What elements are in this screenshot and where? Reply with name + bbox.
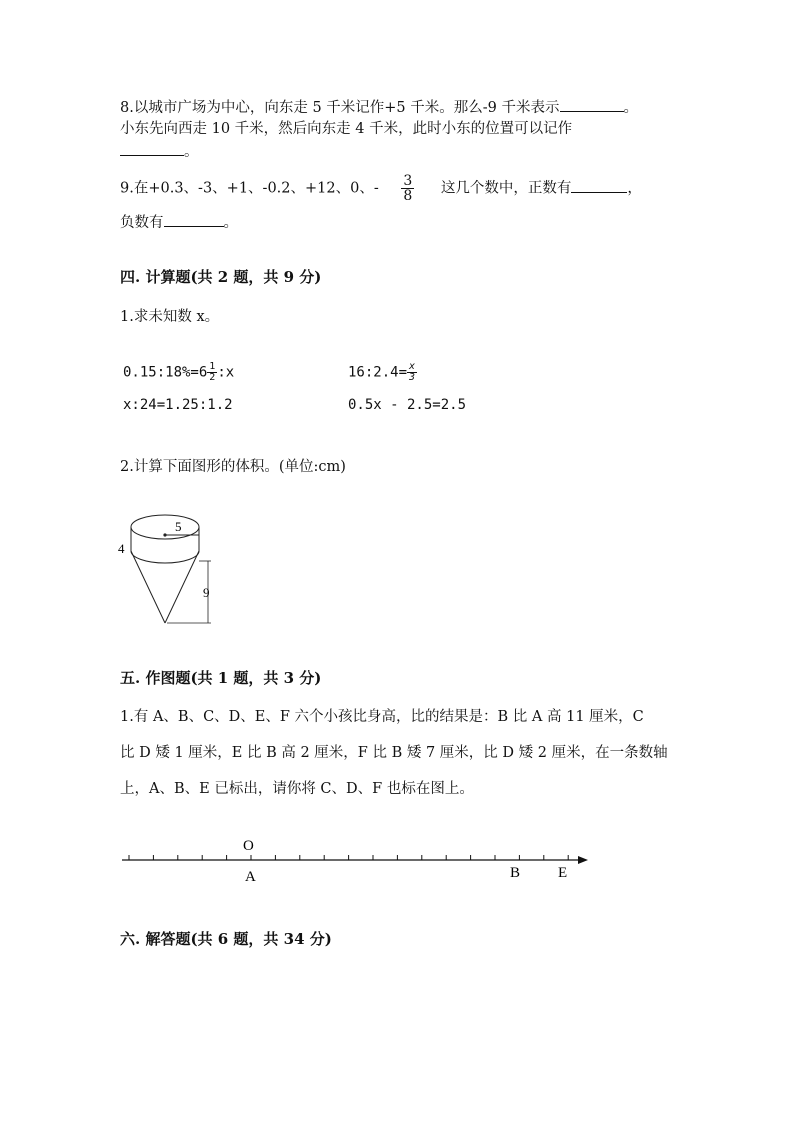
- section-title-drawing: 五. 作图题(共 1 题，共 3 分): [120, 669, 322, 687]
- q9-line1: 9.在+0.3、-3、+1、-0.2、+12、0、- $\frac{3}{8}$ 这几个数中，正数有 ，: [120, 173, 642, 204]
- q8-line3: 。: [120, 141, 199, 162]
- q5-line3: 上，A、B、E 已标出，请你将 C、D、F 也标在图上。: [120, 781, 474, 797]
- point-a-label: A: [245, 869, 256, 885]
- equation-3: x:24=1.25:1.2: [123, 397, 233, 413]
- origin-label: O: [243, 838, 254, 854]
- equation-2: 16:2.4= $\frac{x}{3}$: [348, 361, 416, 383]
- section-title-calculation: 四. 计算题(共 2 题，共 9 分): [120, 268, 322, 286]
- point-e-label: E: [558, 865, 568, 881]
- answer-blank[interactable]: [120, 141, 184, 156]
- equation-1: 0.15:18%=6 $\frac{1}{2}$ :x: [123, 361, 235, 383]
- equation-4: 0.5x - 2.5=2.5: [348, 397, 467, 413]
- q5-line2: 比 D 矮 1 厘米，E 比 B 高 2 厘米，F 比 B 矮 7 厘米，比 D 矮 2 厘米，在一条数轴: [120, 745, 668, 761]
- answer-blank[interactable]: [571, 178, 627, 193]
- cylinder-bottom-arc: [131, 551, 199, 563]
- cylinder-height-label: 4: [118, 541, 125, 556]
- question-solve-x: 1.求未知数 x。: [120, 309, 220, 325]
- q8-line2: 小东先向西走 10 千米，然后向东走 4 千米，此时小东的位置可以记作: [120, 121, 573, 137]
- question-volume: 2.计算下面图形的体积。(单位:cm): [120, 459, 346, 475]
- fraction-one-half: $\frac{1}{2}$: [209, 361, 216, 383]
- point-b-label: B: [510, 865, 521, 881]
- q8-line1: 8.以城市广场为中心，向东走 5 千米记作+5 千米。那么-9 千米表示 。: [120, 97, 638, 118]
- number-line: [118, 832, 598, 888]
- cone-height-label: 9: [203, 585, 210, 600]
- fraction-three-eighths: $\frac{3}{8}$: [403, 173, 413, 204]
- arrow-head-icon: [578, 856, 588, 864]
- answer-blank[interactable]: [164, 212, 224, 227]
- radius-label: 5: [175, 519, 182, 534]
- fraction-x-thirds: $\frac{x}{3}$: [409, 361, 416, 383]
- cylinder-cone-figure: [115, 505, 225, 635]
- center-point: [163, 533, 166, 536]
- q9-line2: 负数有 。: [120, 212, 238, 233]
- answer-blank[interactable]: [560, 97, 624, 112]
- q5-line1: 1.有 A、B、C、D、E、F 六个小孩比身高，比的结果是：B 比 A 高 11 厘米，C: [120, 709, 644, 725]
- section-title-answer: 六. 解答题(共 6 题，共 34 分): [120, 930, 332, 948]
